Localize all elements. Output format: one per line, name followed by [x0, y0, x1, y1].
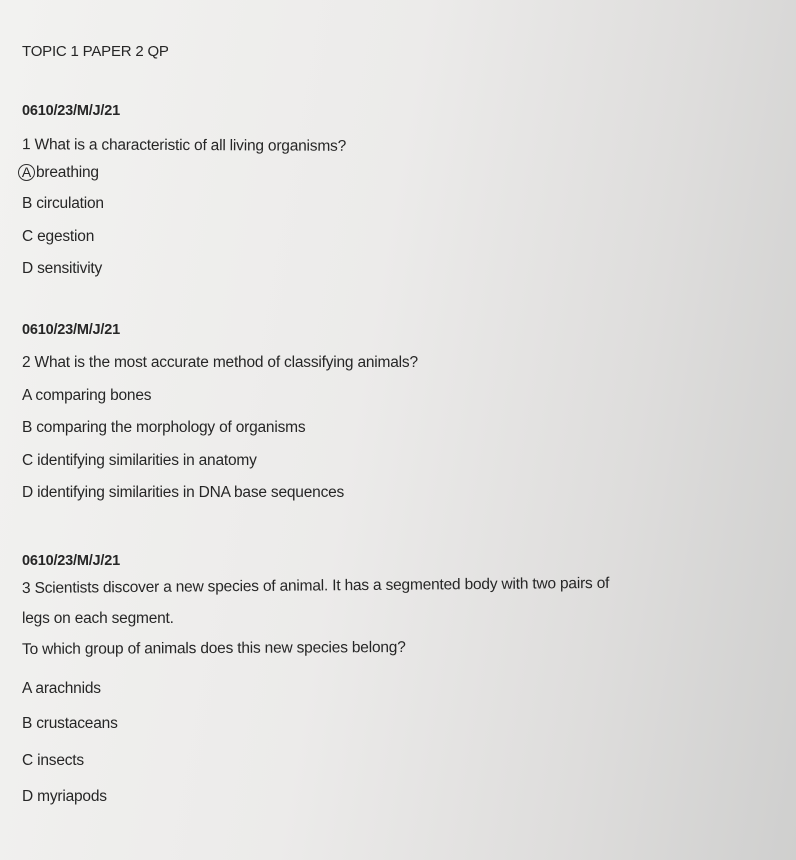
- question-2-option-d: D identifying similarities in DNA base sequences: [22, 484, 345, 501]
- answer-circle: A: [18, 164, 35, 181]
- document-title: TOPIC 1 PAPER 2 QP: [22, 43, 169, 60]
- question-2-text: 2 What is the most accurate method of classifying animals?: [22, 354, 418, 371]
- question-3-reference: 0610/23/M/J/21: [22, 553, 120, 569]
- question-1-reference: 0610/23/M/J/21: [22, 103, 120, 119]
- question-1-option-b: B circulation: [22, 195, 104, 212]
- question-3-subquestion: To which group of animals does this new species belong?: [21, 638, 406, 658]
- question-2-option-c: C identifying similarities in anatomy: [22, 452, 257, 469]
- question-3-text-line-1: 3 Scientists discover a new species of animal. It has a segmented body with two pairs of: [21, 574, 610, 597]
- question-1-text: 1 What is a characteristic of all living organisms?: [21, 136, 347, 155]
- question-3-option-a: A arachnids: [22, 680, 101, 697]
- question-2-reference: 0610/23/M/J/21: [22, 322, 120, 338]
- question-2-option-b: B comparing the morphology of organisms: [22, 419, 306, 436]
- question-1-option-d: D sensitivity: [22, 260, 103, 277]
- question-3-option-c: C insects: [22, 752, 84, 769]
- question-1-option-c: C egestion: [22, 228, 95, 245]
- question-1-option-a: A breathing: [22, 164, 99, 182]
- question-3-option-d: D myriapods: [22, 788, 107, 805]
- question-3-option-b: B crustaceans: [22, 715, 118, 732]
- question-3-text-line-2: legs on each segment.: [22, 610, 174, 627]
- question-2-option-a: A comparing bones: [22, 387, 152, 404]
